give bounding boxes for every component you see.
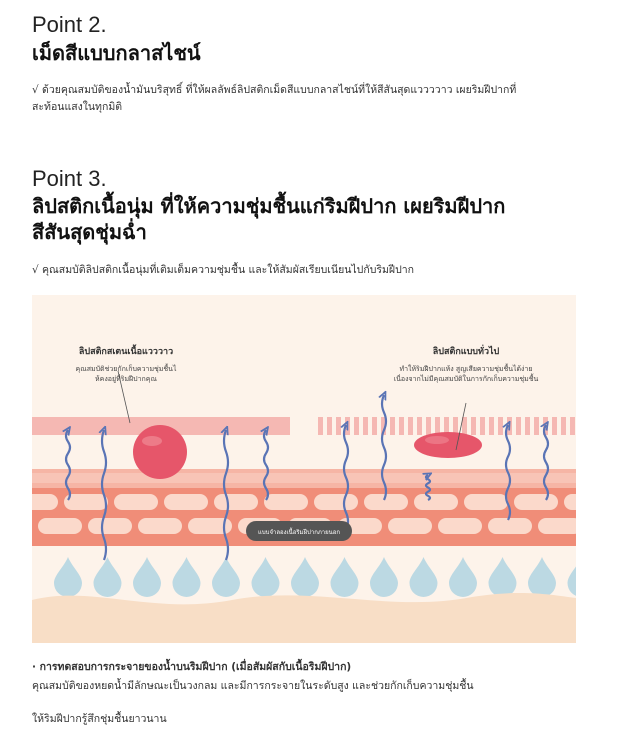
dashed-segment: [372, 417, 377, 435]
left-label-title: ลิปสติกสเตนเนื้อแวววาว: [78, 347, 174, 357]
dashed-segment: [570, 417, 575, 435]
lip-cell: [388, 518, 432, 534]
footer-line2: คุณสมบัติของหยดน้ำมีลักษณะเป็นวงกลม และมีการกระจายในระดับสูง และช่วยกักเก็บความชุ่มชื้น: [32, 680, 474, 692]
right-label-desc-2: เนื่องจากไม่มีคุณสมบัติในการกักเก็บความชุ่มชื้น: [393, 375, 539, 383]
dashed-segment: [336, 417, 341, 435]
lip-cell: [138, 518, 182, 534]
dashed-segment: [399, 417, 404, 435]
dashed-segment: [489, 417, 494, 435]
lip-cell: [438, 518, 482, 534]
dashed-segment: [534, 417, 539, 435]
right-label-desc-1: ทำให้ริมฝีปากแห้ง สูญเสียความชุ่มชื้นได้ง่าย: [399, 365, 533, 373]
dashed-segment: [498, 417, 503, 435]
moisture-arrow: [426, 475, 430, 500]
dashed-segment: [354, 417, 359, 435]
point3-heading: [32, 193, 505, 245]
dashed-segment: [318, 417, 323, 435]
base-skin-layer: [32, 593, 576, 643]
lip-cell: [88, 518, 132, 534]
point2-desc: [32, 82, 516, 116]
dashed-segment: [408, 417, 413, 435]
lip-cell: [164, 494, 208, 510]
dashed-segment: [390, 417, 395, 435]
lip-moisture-diagram: [32, 295, 576, 643]
glossy-lipstick-droplet: [133, 425, 187, 479]
lip-model-pill-text: แบบจำลองเนื้อริมฝีปากภายนอก: [257, 529, 341, 536]
dashed-segment: [363, 417, 368, 435]
dashed-segment: [561, 417, 566, 435]
lip-cell: [314, 494, 358, 510]
point2-heading: เม็ดสีแบบกลาสไชน์: [32, 41, 201, 65]
lip-cell: [464, 494, 508, 510]
dashed-segment: [525, 417, 530, 435]
dashed-segment: [516, 417, 521, 435]
lip-cell: [514, 494, 558, 510]
dashed-segment: [552, 417, 557, 435]
left-label-desc-1: คุณสมบัติช่วยกักเก็บความชุ่มชื้นไ: [75, 365, 177, 373]
regular-lipstick-droplet: [414, 432, 482, 458]
lip-cell: [414, 494, 458, 510]
lip-cell: [38, 518, 82, 534]
dashed-segment: [426, 417, 431, 435]
dashed-segment: [471, 417, 476, 435]
dashed-segment: [435, 417, 440, 435]
footer-bold-line: · การทดสอบการกระจายของน้ำบนริมฝีปาก (เมื่อสัมผัสกับเนื้อริมฝีปาก): [32, 661, 352, 673]
lip-cell: [488, 518, 532, 534]
dashed-segment: [327, 417, 332, 435]
lip-cell: [264, 494, 308, 510]
dashed-segment: [417, 417, 422, 435]
lip-cell: [114, 494, 158, 510]
point3-label: Point 3.: [32, 166, 107, 191]
lip-cell: [32, 494, 58, 510]
point3-heading-line1: ลิปสติกเนื้อนุ่ม ที่ให้ความชุ่มชื้นแก่ริมฝีปาก เผยริมฝีปาก: [32, 194, 506, 218]
point2-label: Point 2.: [32, 12, 107, 37]
lip-cell: [538, 518, 576, 534]
lip-cell: [214, 494, 258, 510]
left-label-desc-2: ห้คงอยู่ที่ริมฝีปากคุณ: [95, 375, 157, 383]
point3-heading-line2: สีสันสุดชุ่มฉ่ำ: [32, 220, 147, 244]
dashed-segment: [480, 417, 485, 435]
point2-desc-line1: √ ด้วยคุณสมบัติของน้ำมันบริสุทธิ์ ที่ให้ผลลัพธ์ลิปสติกเม็ดสีแบบกลาสไชน์ที่ให้สีสันสุดแววววาว เผยริมฝีปากที่: [32, 84, 517, 96]
point2-desc-line2: สะท้อนแสงในทุกมิติ: [32, 101, 123, 113]
footer-line3: ให้ริมฝีปากรู้สึกชุ่มชื้นยาวนาน: [32, 713, 167, 725]
right-label-title: ลิปสติกแบบทั่วไป: [432, 347, 500, 357]
point3-desc: √ คุณสมบัติลิปสติกเนื้อนุ่มที่เติมเต็มความชุ่มชื้น และให้สัมผัสเรียบเนียนไปกับริมฝีปาก: [32, 264, 414, 276]
